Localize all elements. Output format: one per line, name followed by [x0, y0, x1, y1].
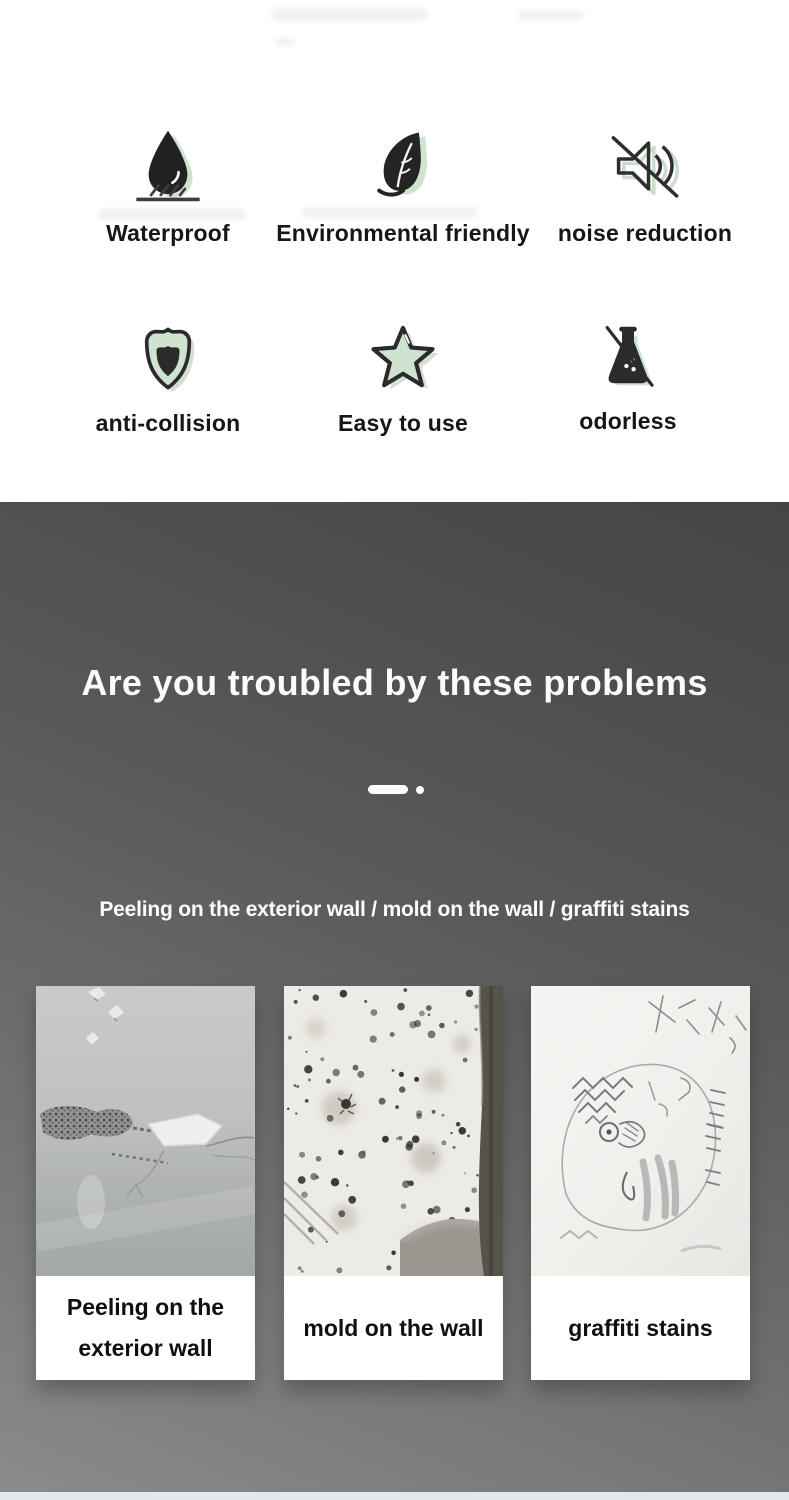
problem-card-graffiti	[531, 986, 750, 1380]
problem-card-mold	[284, 986, 503, 1380]
feature-label: Environmental friendly	[276, 220, 530, 246]
divider-dot	[416, 786, 424, 794]
faint-watermark	[276, 38, 294, 46]
waterproof-drop-icon	[124, 122, 212, 210]
divider-dash	[368, 785, 408, 794]
feature-environmental	[276, 122, 530, 247]
problems-section	[0, 502, 789, 1492]
problem-card-label: graffiti stains	[568, 1314, 713, 1341]
next-section-edge	[0, 1492, 789, 1500]
mold-wall-photo	[284, 986, 503, 1276]
peeling-paint-photo	[36, 986, 255, 1276]
faint-watermark	[518, 10, 584, 20]
section-subtitle: Peeling on the exterior wall / mold on the wall / graffiti stains	[99, 898, 690, 921]
feature-easy-to-use	[283, 318, 523, 437]
feature-label: anti-collision	[95, 410, 241, 436]
feature-label: noise reduction	[557, 220, 733, 246]
feature-anti-collision	[48, 318, 288, 437]
muted-speaker-icon	[601, 122, 689, 210]
star-icon	[362, 318, 444, 400]
feature-label: Waterproof	[106, 220, 230, 246]
faint-watermark	[272, 8, 428, 21]
features-section	[0, 0, 789, 502]
feature-odorless	[508, 318, 748, 435]
problem-card-peeling	[36, 986, 255, 1380]
graffiti-wall-photo	[531, 986, 750, 1276]
feature-waterproof	[48, 122, 288, 247]
feature-label: Easy to use	[337, 410, 469, 436]
problem-card-label: mold on the wall	[303, 1314, 484, 1341]
shield-icon	[127, 318, 209, 400]
feature-label: odorless	[579, 408, 677, 434]
problem-cards-row	[0, 986, 789, 1380]
problem-card-label: Peeling on the exterior wall	[66, 1294, 225, 1361]
leaf-icon	[359, 122, 447, 210]
feature-noise-reduction	[525, 122, 765, 247]
no-odor-flask-icon	[588, 318, 668, 398]
section-heading: Are you troubled by these problems	[81, 662, 708, 703]
dash-dot-divider	[368, 785, 426, 794]
